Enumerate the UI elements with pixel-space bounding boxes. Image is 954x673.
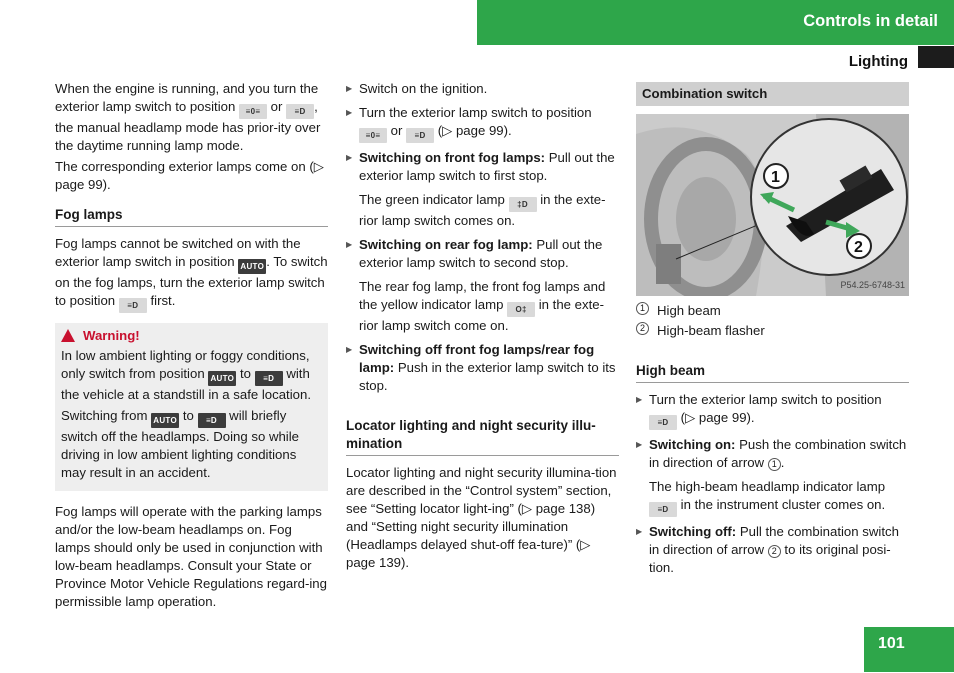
instruction-note: The high-beam headlamp indicator lamp ≡D in the instrument cluster comes on. xyxy=(636,478,909,517)
instruction-step: ▶ Turn the exterior lamp switch to position ≡D (▷ page 99). xyxy=(636,391,909,430)
low-beam-icon: ≡D xyxy=(119,298,147,313)
paragraph: Fog lamps will operate with the parking lamps and/or the low-beam headlamps on. Fog lamps should only be used in conjunction with low-beam headlamps. Consult your State or Province Motor Vehicle Regulations regard-ing permissible lamp operation. xyxy=(55,504,327,609)
auto-icon: AUTO xyxy=(208,371,236,386)
paragraph: When the engine is running, and you turn the exterior lamp switch to position ≡0≡ or ≡D , the manual headlamp mode has prior-ity over the daytime running lamp mode. xyxy=(55,81,321,153)
front-fog-lamp-icon: ‡D xyxy=(509,197,537,212)
heading-high-beam: High beam xyxy=(636,362,909,383)
instruction-step: ▶ Switching on rear fog lamp: Pull out the exterior lamp switch to second stop. xyxy=(346,236,619,272)
callout-number: 1 xyxy=(768,458,781,471)
heading-locator-lighting: Locator lighting and night security illu-mination xyxy=(346,417,619,456)
combination-switch-photo xyxy=(636,114,909,296)
auto-icon: AUTO xyxy=(238,259,266,274)
instruction-step: ▶ Switch on the ignition. xyxy=(346,80,619,98)
header-bar xyxy=(477,0,954,45)
page-number-box xyxy=(864,627,954,672)
low-beam-icon: ≡D xyxy=(198,413,226,428)
high-beam-indicator-icon: ≡D xyxy=(649,502,677,517)
instruction-step: ▶ Switching off: Pull the combination switch in direction of arrow 2 to its original posi-tion. xyxy=(636,523,909,577)
instruction-step: ▶ Switching off front fog lamps/rear fog lamp: Push in the exterior lamp switch to its stop. xyxy=(346,341,619,395)
callout-number: 2 xyxy=(768,545,781,558)
legend-item: 1 High beam xyxy=(636,302,909,320)
section-title: Lighting xyxy=(848,53,908,70)
warning-text: In low ambient lighting or foggy conditions, only switch from position AUTO to ≡D with the vehicle at a standstill in a safe location. xyxy=(61,348,311,402)
warning-triangle-icon xyxy=(61,329,75,342)
instruction-step: ▶ Switching on front fog lamps: Pull out the exterior lamp switch to first stop. xyxy=(346,149,619,185)
warning-text: Switching from AUTO to ≡D will briefly switch off the headlamps. Doing so while driving in low ambient lighting conditions may result in an accident. xyxy=(61,408,299,480)
low-beam-icon: ≡D xyxy=(255,371,283,386)
page-number: 101 xyxy=(878,635,905,652)
column-middle xyxy=(346,80,619,575)
callout-number: 1 xyxy=(636,302,649,315)
instruction-note: The rear fog lamp, the front fog lamps and the yellow indicator lamp O‡ in the exte-rior lamp switch come on. xyxy=(359,279,606,333)
paragraph: The corresponding exterior lamps come on (▷ page 99). xyxy=(55,159,324,192)
auto-icon: AUTO xyxy=(151,413,179,428)
low-beam-icon: ≡D xyxy=(649,415,677,430)
section-tab-marker xyxy=(918,46,954,68)
callout-number: 2 xyxy=(636,322,649,335)
warning-box xyxy=(55,323,328,491)
heading-combination-switch: Combination switch xyxy=(636,82,909,106)
combination-switch-illustration xyxy=(636,114,909,296)
low-beam-icon: ≡D xyxy=(286,104,314,119)
rear-fog-lamp-icon: O‡ xyxy=(507,302,535,317)
legend-item: 2 High-beam flasher xyxy=(636,322,909,340)
chapter-title: Controls in detail xyxy=(803,12,938,30)
instruction-step: ▶ Turn the exterior lamp switch to position ≡0≡ or ≡D (▷ page 99). xyxy=(346,104,619,143)
figure-code: P54.25-6748-31 xyxy=(840,280,905,290)
column-left xyxy=(55,80,328,614)
warning-title: Warning! xyxy=(61,327,322,345)
parking-lamp-icon: ≡0≡ xyxy=(359,128,387,143)
parking-lamp-icon: ≡0≡ xyxy=(239,104,267,119)
instruction-step: ▶ Switching on: Push the combination switch in direction of arrow 1 . xyxy=(636,436,909,472)
paragraph: Fog lamps cannot be switched on with the exterior lamp switch in position AUTO . To switch on the fog lamps, turn the exterior lamp switch to position ≡D first. xyxy=(55,235,328,313)
svg-text:1: 1 xyxy=(771,169,780,186)
heading-fog-lamps: Fog lamps xyxy=(55,206,328,227)
paragraph: Locator lighting and night security illumina-tion are described in the “Control system” section, see “Setting locator light-ing” (▷ page 138) and “Setting night security illumination (Headlamps delayed shut-off fea-ture)” (▷ page 139). xyxy=(346,465,617,570)
instruction-note: The green indicator lamp ‡D in the exte-rior lamp switch comes on. xyxy=(359,192,606,228)
svg-text:2: 2 xyxy=(854,239,863,256)
column-right xyxy=(636,80,909,583)
low-beam-icon: ≡D xyxy=(406,128,434,143)
